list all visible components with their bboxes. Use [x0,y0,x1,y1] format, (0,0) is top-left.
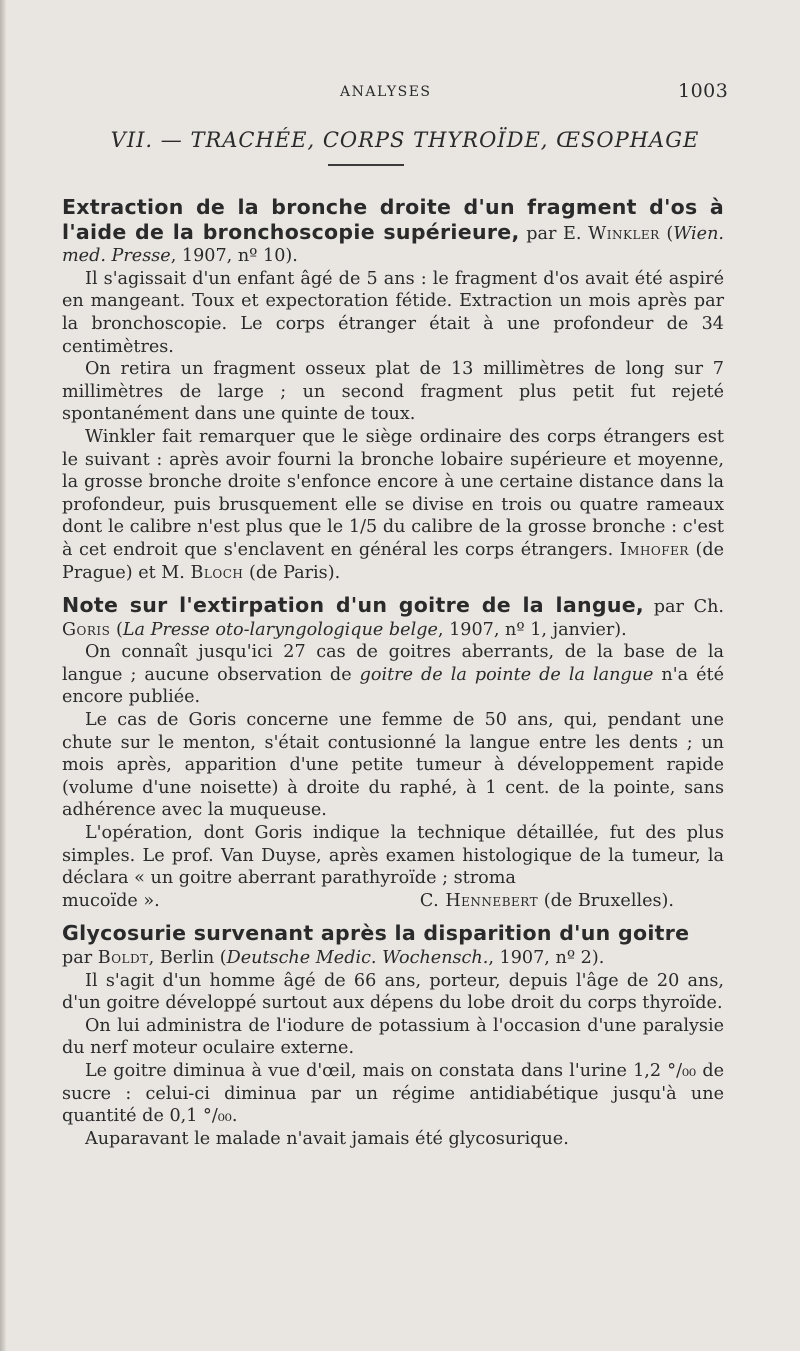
reference-open: ( [115,619,123,640]
paragraph: Le goitre diminua à vue d'œil, mais on constata dans l'urine 1,2 °/₀₀ de sucre : celui-ci diminua par un régime antidiabétique jusqu'à une quantité de 0,1 °/₀₀. [62,1060,724,1127]
page-body [62,196,724,1160]
article-goitre-tongue [62,594,724,912]
article-bronchoscopy [62,196,724,584]
journal-name: La Presse oto-laryngologique belge [122,619,438,640]
signature-place: (de Bruxelles). [543,890,674,911]
reference-open: ( [666,223,674,244]
article-heading [62,594,724,641]
article-by: par Ch. [653,597,724,618]
article-author: Winkler [588,223,660,244]
reference-details: , 1907, nº 1, janvier). [437,619,627,640]
section-rule [328,164,404,166]
binding-shadow [0,0,6,1351]
paragraph-end: mucoïde ». [62,890,160,911]
article-author: Goris [62,619,111,640]
article-title: Extraction de la bronche droite d'un fragment d'os à l'aide de la bronchoscopie supérieure, [62,195,724,244]
paragraph-text: Winkler fait remarquer que le siège ordinaire des corps étrangers est le suivant : après avoir fourni la bronche lobaire supérieure et moyenne, la grosse bronche droite s'enfonce encore à une certaine distance dans la profondeur, puis brusquement elle se divise en trois ou quatre rameaux dont le calibre n'est plus que le 1/5 du calibre de la grosse bronche : c'est à cet endroit que s'enclavent en général les corps étrangers. [62,426,724,560]
paragraph: On lui administra de l'iodure de potassium à l'occasion d'une paralysie du nerf moteur oculaire externe. [62,1015,724,1059]
emphasis: goitre de la pointe de la langue [359,664,654,685]
reference-details: , 1907, nº 10). [170,246,298,267]
page-number: 1003 [678,80,729,102]
paragraph: On retira un fragment osseux plat de 13 millimètres de long sur 7 millimètres de large ; un second fragment plus petit fut rejeté spontanément dans une quinte de toux. [62,359,724,425]
signature-line [62,890,724,913]
paragraph: Il s'agissait d'un enfant âgé de 5 ans : le fragment d'os avait été aspiré en mangeant. Toux et expectoration fétide. Extraction un mois après par la bronchoscopie. Le corps étranger était à une profondeur de 34 centimètres. [62,268,724,357]
signature-author: C. Hennebert [419,890,539,911]
article-place: , Berlin ( [148,948,227,968]
signature-author: Bloch [190,562,244,583]
reference-details: , 1907, nº 2). [488,948,605,968]
signature-place: (de Prague) et M. [62,539,725,583]
article-author: Boldt [97,948,149,968]
article-title: Note sur l'extirpation d'un goitre de la langue, [62,593,645,618]
article-by: par E. [526,223,582,244]
paragraph [62,641,724,709]
article-heading [62,922,724,969]
paragraph: Le cas de Goris concerne une femme de 50 ans, qui, pendant une chute sur le menton, s'était contusionné la langue entre les dents ; un mois après, apparition d'une petite tumeur à développement rapide (volume d'une noisette) à droite du raphé, à 1 cent. de la pointe, sans adhérence avec la muqueuse. [62,710,724,821]
article-heading [62,196,724,268]
article-glycosuria [62,922,724,1150]
signature [420,890,724,913]
article-by: par [62,948,93,968]
paragraph: L'opération, dont Goris indique la technique détaillée, fut des plus simples. Le prof. Van Duyse, après examen histologique de la tumeur, la déclara « un goitre aberrant parathyroïde ; stroma [62,823,724,889]
signature-place: (de Paris). [248,562,341,583]
paragraph [62,426,724,584]
paragraph-text: n'a été encore publiée. [62,664,724,708]
journal-name: Deutsche Medic. Wochensch. [226,948,489,968]
journal-name: Wien. med. Presse [62,223,725,267]
article-title: Glycosurie survenant après la disparition d'un goitre [62,921,690,946]
paragraph: Auparavant le malade n'avait jamais été glycosurique. [85,1128,569,1149]
running-head-title: ANALYSES [340,84,432,100]
paragraph-text: On connaît jusqu'ici 27 cas de goitres aberrants, de la base de la langue ; aucune observation de [62,642,724,685]
paragraph: Il s'agit d'un homme âgé de 66 ans, porteur, depuis l'âge de 20 ans, d'un goitre développé surtout aux dépens du lobe droit du corps thyroïde. [62,970,724,1014]
running-head [0,80,800,104]
section-title: VII. — TRACHÉE, CORPS THYROÏDE, ŒSOPHAGE [110,128,700,152]
signature-author: Imhofer [619,539,689,560]
